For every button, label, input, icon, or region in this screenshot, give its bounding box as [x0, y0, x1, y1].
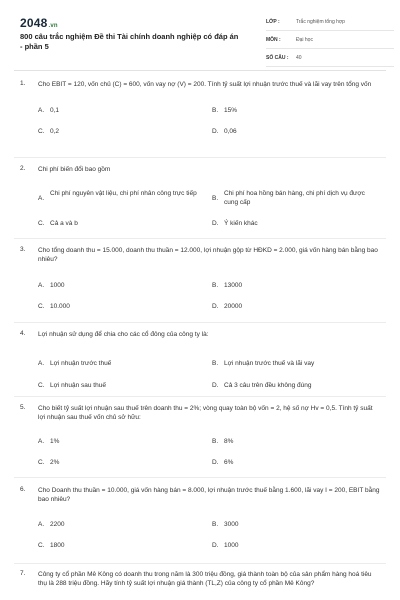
question-number: 4. [20, 330, 26, 337]
question-1 [20, 80, 380, 137]
question-divider [14, 477, 386, 478]
option-text: 0,2 [50, 128, 60, 135]
meta-label: LỚP : [266, 19, 280, 25]
logo-text: 2048 [20, 16, 48, 30]
option-text: 1800 [50, 542, 65, 549]
question-row [20, 404, 380, 422]
option-text: 0,06 [224, 128, 237, 135]
question-text: Chi phí biến đổi bao gồm [38, 166, 111, 173]
question-divider [14, 563, 386, 564]
question-number: 1. [20, 80, 26, 87]
option-letter: C. [38, 459, 45, 466]
options [38, 184, 380, 234]
option-text: 6% [224, 459, 234, 466]
meta-label: MÔN : [266, 37, 281, 43]
question-text: Cho biết tỷ suất lợi nhuận sau thuế trên doanh thu = 2%; vòng quay toàn bộ vốn = 2, hệ số nợ Hv = 0,5. Tính tỷ suất lợi nhuận sau thuế vốn chủ sở hữu: [38, 405, 373, 421]
question-row [20, 165, 380, 174]
question-row [20, 486, 380, 504]
option-text: 1000 [224, 542, 239, 549]
options [38, 274, 380, 312]
question-number: 5. [20, 404, 26, 411]
option-text: 0,1 [50, 107, 60, 114]
option-letter: B. [212, 195, 219, 202]
option-letter: A. [38, 107, 45, 114]
document-title: 800 câu trắc nghiệm Đề thi Tài chính doanh nghiệp có đáp án - phần 5 [20, 32, 239, 51]
option-text: Cả a và b [50, 220, 78, 227]
meta-row-subject [266, 34, 394, 49]
meta-value: Đại học [296, 37, 313, 43]
option-letter: D. [212, 382, 219, 389]
options [38, 514, 380, 554]
option-text: Lợi nhuận sau thuế [50, 382, 106, 389]
question-number: 2. [20, 165, 26, 172]
option-letter: C. [38, 220, 45, 227]
question-row [20, 80, 380, 89]
options [38, 99, 380, 137]
meta-value: Trắc nghiệm tổng hợp [296, 19, 345, 25]
question-row [20, 246, 380, 264]
option-letter: A. [38, 282, 45, 289]
question-2 [20, 165, 380, 234]
option-text: 2200 [50, 521, 65, 528]
logo-suffix: .vn [48, 23, 58, 29]
option-letter: D. [212, 128, 219, 135]
question-6 [20, 486, 380, 554]
question-text: Cho tổng doanh thu = 15.000, doanh thu thuần = 12.000, lợi nhuận gộp từ HĐKD = 2.000, giá vốn hàng bán bằng bao nhiêu? [38, 247, 378, 263]
option-text: Cả 3 câu trên đều không đúng [224, 382, 312, 389]
option-text: Ý kiến khác [224, 220, 258, 227]
question-7 [20, 570, 380, 588]
option-letter: B. [212, 438, 219, 445]
option-letter: B. [212, 107, 219, 114]
question-3 [20, 246, 380, 312]
option-letter: B. [212, 282, 219, 289]
option-letter: A. [38, 195, 45, 202]
option-letter: A. [38, 360, 45, 367]
option-letter: B. [212, 521, 219, 528]
meta-value: 40 [296, 55, 302, 61]
site-logo[interactable] [20, 16, 58, 30]
option-letter: D. [212, 220, 219, 227]
option-text: 1% [50, 438, 60, 445]
document-header [14, 14, 386, 66]
option-text: Lợi nhuận trước thuế [50, 360, 112, 367]
option-letter: C. [38, 382, 45, 389]
question-text: Lợi nhuận sử dụng để chia cho các cổ đông của công ty là: [38, 331, 209, 338]
option-text: 2% [50, 459, 60, 466]
meta-row-count [266, 52, 394, 67]
option-text: Lợi nhuận trước thuế và lãi vay [224, 360, 315, 367]
question-text: Cho Doanh thu thuần = 10.000, giá vốn hàng bán = 8.000, lợi nhuận trước thuế bằng 1.600, lãi vay I = 200, EBIT bằng bao nhiêu? [38, 487, 380, 503]
question-4 [20, 330, 380, 389]
question-divider [14, 396, 386, 397]
question-5 [20, 404, 380, 472]
option-text: Chi phí nguyên vật liệu, chi phí nhân công trực tiếp [50, 190, 197, 197]
header-divider [14, 70, 386, 71]
question-text: Cho EBIT = 120, vốn chủ (C) = 600, vốn vay nợ (V) = 200. Tính tỷ suất lợi nhuận trước thuế và lãi vay trên tổng vốn [38, 81, 372, 88]
option-letter: D. [212, 303, 219, 310]
option-letter: A. [38, 521, 45, 528]
option-text: Chi phí hoa hồng bán hàng, chi phí dịch vụ được cung cấp [224, 190, 365, 206]
meta-row-class [266, 16, 394, 31]
option-letter: A. [38, 438, 45, 445]
option-text: 3000 [224, 521, 239, 528]
option-letter: D. [212, 542, 219, 549]
question-number: 7. [20, 570, 26, 577]
question-divider [14, 157, 386, 158]
option-letter: D. [212, 459, 219, 466]
question-row [20, 570, 380, 588]
question-number: 6. [20, 486, 26, 493]
option-text: 1000 [50, 282, 65, 289]
meta-table [266, 16, 394, 70]
option-letter: C. [38, 303, 45, 310]
option-text: 13000 [224, 282, 243, 289]
option-text: 8% [224, 438, 234, 445]
option-text: 15% [224, 107, 238, 114]
question-row [20, 330, 380, 339]
option-letter: C. [38, 128, 45, 135]
option-letter: C. [38, 542, 45, 549]
option-letter: B. [212, 360, 219, 367]
option-text: 20000 [224, 303, 243, 310]
options [38, 349, 380, 389]
options [38, 432, 380, 472]
question-text: Công ty cổ phần Mê Kông có doanh thu trong năm là 300 triệu đồng, giá thành toàn bộ của sản phẩm hàng hoá tiêu thụ là 288 triệu đồng. Hãy tính tỷ suất lợi nhuận giá thành (TL,Z) của công ty cổ phần Mê Kông? [38, 571, 372, 587]
meta-label: SỐ CÂU : [266, 55, 289, 61]
question-number: 3. [20, 246, 26, 253]
option-text: 10.000 [50, 303, 70, 310]
question-divider [14, 238, 386, 239]
question-divider [14, 322, 386, 323]
